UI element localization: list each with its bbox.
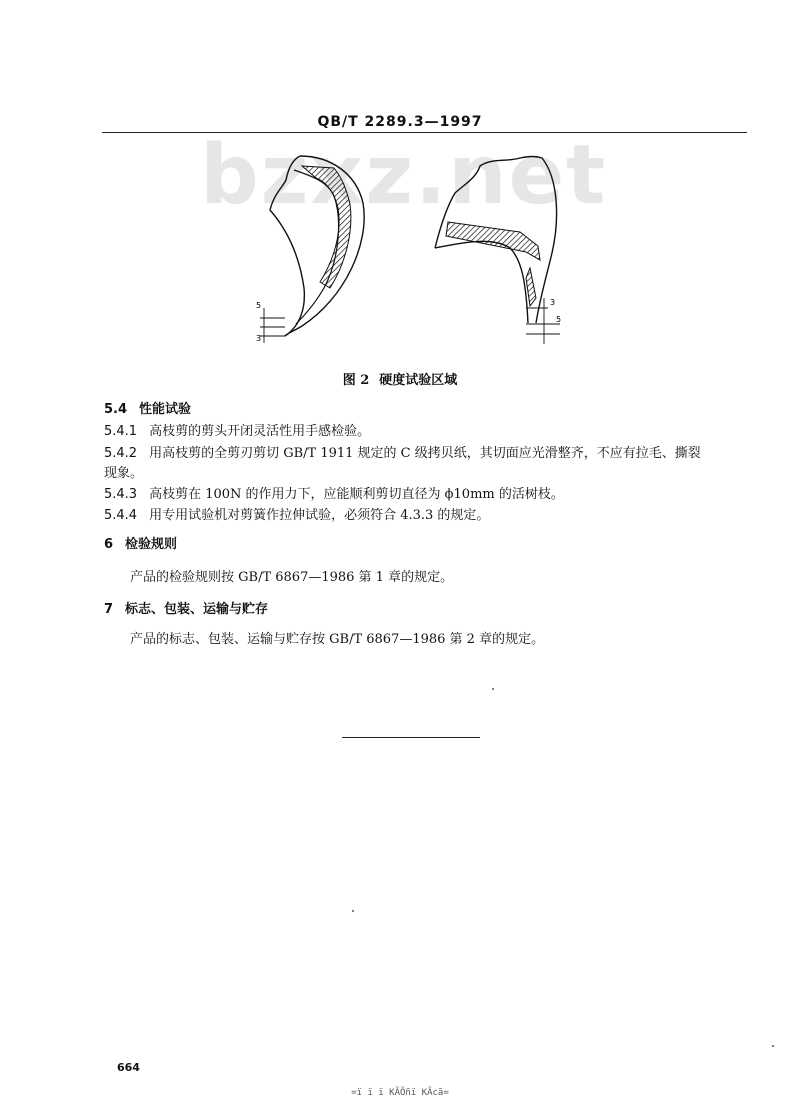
section-5-4-2 [104, 442, 701, 461]
scan-footer-mark: =ï ï ï KÃÕñï KÃcã= [351, 1088, 449, 1098]
right-blade-drawing [435, 157, 561, 345]
section-6-body: 产品的检验规则按 GB/T 6867—1986 第 1 章的规定。 [130, 570, 454, 585]
section-number: 5.4 [104, 402, 128, 417]
standard-code: QB/T 2289.3—1997 [317, 114, 483, 130]
section-number: 5.4.1 [104, 424, 138, 439]
watermark: bzxz.net [200, 128, 608, 223]
section-text: 用专用试验机对剪簧作拉伸试验，必须符合 4.3.3 的规定。 [149, 508, 490, 523]
right-dim-top-label: 3 [550, 298, 556, 307]
section-title: 检验规则 [125, 537, 178, 552]
section-5-4-4 [104, 504, 489, 523]
section-number: 5.4.3 [104, 487, 138, 502]
left-dim-bottom-label: 3 [256, 334, 262, 343]
section-number: 5.4.4 [104, 508, 138, 523]
section-5-4-heading [104, 398, 191, 417]
section-text: 用高枝剪的全剪刃剪切 GB/T 1911 规定的 C 级拷贝纸，其切面应光滑整齐，不应有拉毛、撕裂 [149, 446, 701, 461]
section-5-4-1 [104, 420, 370, 439]
left-blade-drawing [256, 156, 364, 343]
page-number: 664 [117, 1061, 140, 1074]
right-dim-bottom-label: 5 [556, 315, 562, 324]
section-number: 5.4.2 [104, 446, 138, 461]
section-5-4-3 [104, 483, 564, 502]
scan-speck [772, 1045, 774, 1047]
section-title: 标志、包装、运输与贮存 [125, 602, 269, 617]
section-text: 高枝剪在 100N 的作用力下，应能顺利剪切直径为 ϕ10mm 的活树枝。 [149, 487, 564, 502]
left-dim-top-label: 5 [256, 301, 262, 310]
section-number: 7 [104, 602, 114, 617]
section-number: 6 [104, 537, 114, 552]
figure-caption-label: 图 2 [342, 373, 370, 388]
section-text: 高枝剪的剪头开闭灵活性用手感检验。 [149, 424, 371, 439]
end-rule [342, 737, 480, 738]
scan-speck [352, 910, 354, 912]
section-5-4-2-continued: 现象。 [104, 466, 144, 481]
section-6-heading [104, 533, 177, 552]
hardness-test-figure [230, 148, 590, 353]
section-7-heading [104, 598, 268, 617]
scan-speck [492, 688, 494, 690]
figure-drawing [230, 148, 590, 353]
figure-caption-text: 硬度试验区域 [379, 373, 458, 388]
section-7-body: 产品的标志、包装、运输与贮存按 GB/T 6867—1986 第 2 章的规定。 [130, 632, 545, 647]
figure-caption [0, 369, 800, 388]
section-title: 性能试验 [139, 402, 192, 417]
